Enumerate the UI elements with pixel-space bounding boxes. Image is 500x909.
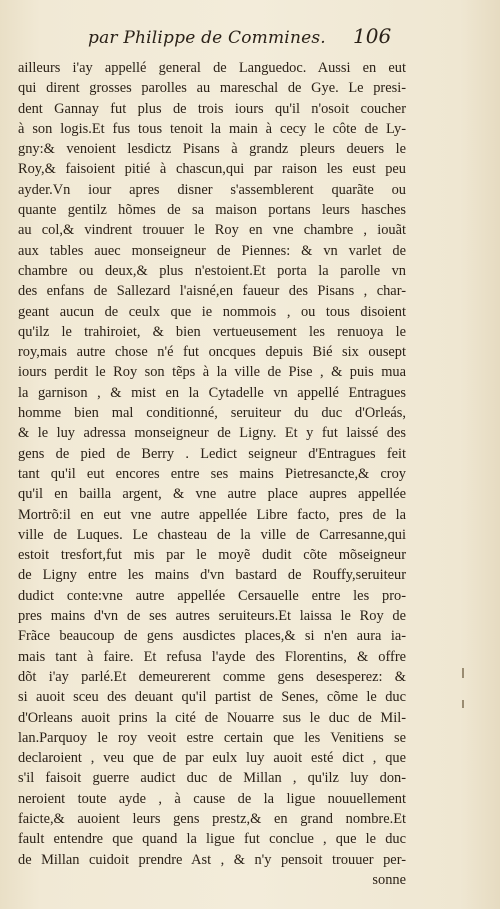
text-line: neroient toute ayde , à cause de la ligue nouuellement — [18, 790, 406, 807]
text-line: à son logis.Et fus tous tenoit la main à cecy le côte de Ly- — [18, 120, 406, 137]
text-line: ville de Luques. Le chasteau de la ville de Carresanne,qui — [18, 526, 406, 543]
text-line: ayder.Vn iour apres disner s'assemblerent quarãte ou — [18, 181, 406, 198]
text-line: gny:& venoient lesdictz Pisans à grandz pleurs deuers le — [18, 141, 406, 158]
margin-mark — [462, 668, 464, 678]
text-line: tant qu'il eut encores entre ses mains Pietresancte,& croy — [18, 465, 406, 482]
text-line: chambre ou deux,& plus n'estoient.Et porta la parolle vn — [18, 262, 406, 279]
text-line: Roy,& faisoient pitié à chascun,qui par raison les eust peu — [18, 161, 406, 178]
text-line: Frãce beaucoup de gens ausdictes places,& si n'en aura ia- — [18, 628, 406, 645]
text-line: iours perdit le Roy son tẽps à la ville de Pise , & puis mua — [18, 364, 406, 381]
text-line: & le luy adressa monseigneur de Ligny. Et y fut laissé des — [18, 425, 406, 442]
margin-mark — [462, 700, 464, 708]
text-line: de Millan cuidoit prendre Ast , & n'y pensoit trouuer per- — [18, 851, 406, 868]
text-line: au col,& vindrent trouuer le Roy en vne chambre , iouãt — [18, 222, 406, 239]
text-line: de Ligny entre les mains d'vn bastard de Rouffy,seruiteur — [18, 567, 406, 584]
text-line: homme bien mal conditionné, seruiteur du duc d'Orleás, — [18, 405, 406, 422]
text-line: gens de pied de Berry . Ledict seigneur d'Entragues feit — [18, 445, 406, 462]
text-line: d'Orleans auoit prins la cité de Nouarre sus le duc de Mil- — [18, 709, 406, 726]
text-line: qu'ilz le trahiroiet, & bien vertueusement les renuoya le — [18, 323, 406, 340]
text-line: mais tant à faire. Et refusa l'ayde des Florentins, & offre — [18, 648, 406, 665]
text-line: des enfans de Sallezard l'aisné,en faueur des Pisans , char- — [18, 283, 406, 300]
text-line: s'il faisoit guerre audict duc de Millan , qu'ilz luy don- — [18, 770, 406, 787]
text-line: pres mains d'vn de ses autres seruiteurs.Et laissa le Roy de — [18, 608, 406, 625]
text-line: aux tables auec monseigneur de Piennes: & vn varlet de — [18, 242, 406, 259]
text-line: estoit tresfort,fut mis par le moyẽ dudit cõte mõseigneur — [18, 547, 406, 564]
text-line: faicte,& auoient leurs gens prestz,& en grand nombre.Et — [18, 810, 406, 827]
text-line: fault entendre que quand la ligue fut conclue , que le duc — [18, 831, 406, 848]
text-line: quante gentilz hõmes de sa maison portans leurs hasches — [18, 202, 406, 219]
text-line: qui dirent grosses parolles au mareschal de Gye. Le presi- — [18, 80, 406, 97]
page-header — [0, 22, 500, 52]
text-line: Mortrõ:il en eut vne autre appellée Libre facto, pres de la — [18, 506, 406, 523]
running-head: par Philippe de Commines. — [88, 28, 326, 48]
text-line: ailleurs i'ay appellé general de Languedoc. Aussi en eut — [18, 60, 406, 76]
text-line: dõt i'ay parlé.Et demeurerent comme gens desesperez: & — [18, 668, 406, 685]
text-line: qu'il en bailla argent, & vne autre place aupres appellée — [18, 486, 406, 503]
page-number: 106 — [353, 24, 392, 48]
text-line: roy,mais autre chose n'é fut oncques depuis Bié six ousept — [18, 344, 406, 361]
text-line: dent Gannay fut plus de trois iours qu'il n'osoit coucher — [18, 100, 406, 117]
text-line: geant aucun de ceulx que ie nommois , ou tous disoient — [18, 303, 406, 320]
text-line: la garnison , & mist en la Cytadelle vn appellé Entragues — [18, 384, 406, 401]
text-line: lan.Parquoy le roy veoit estre certain que les Venitiens se — [18, 729, 406, 746]
text-line: declaroient , veu que de par eulx luy auoit esté dict , que — [18, 750, 406, 767]
text-line: dudict conte:vne autre appellée Cersauelle entre les pro- — [18, 587, 406, 604]
body-text — [18, 58, 406, 890]
text-line: si auoit sceu des deuant qu'il partist de Senes, cõme le duc — [18, 689, 406, 706]
catchword: sonne — [372, 871, 406, 888]
